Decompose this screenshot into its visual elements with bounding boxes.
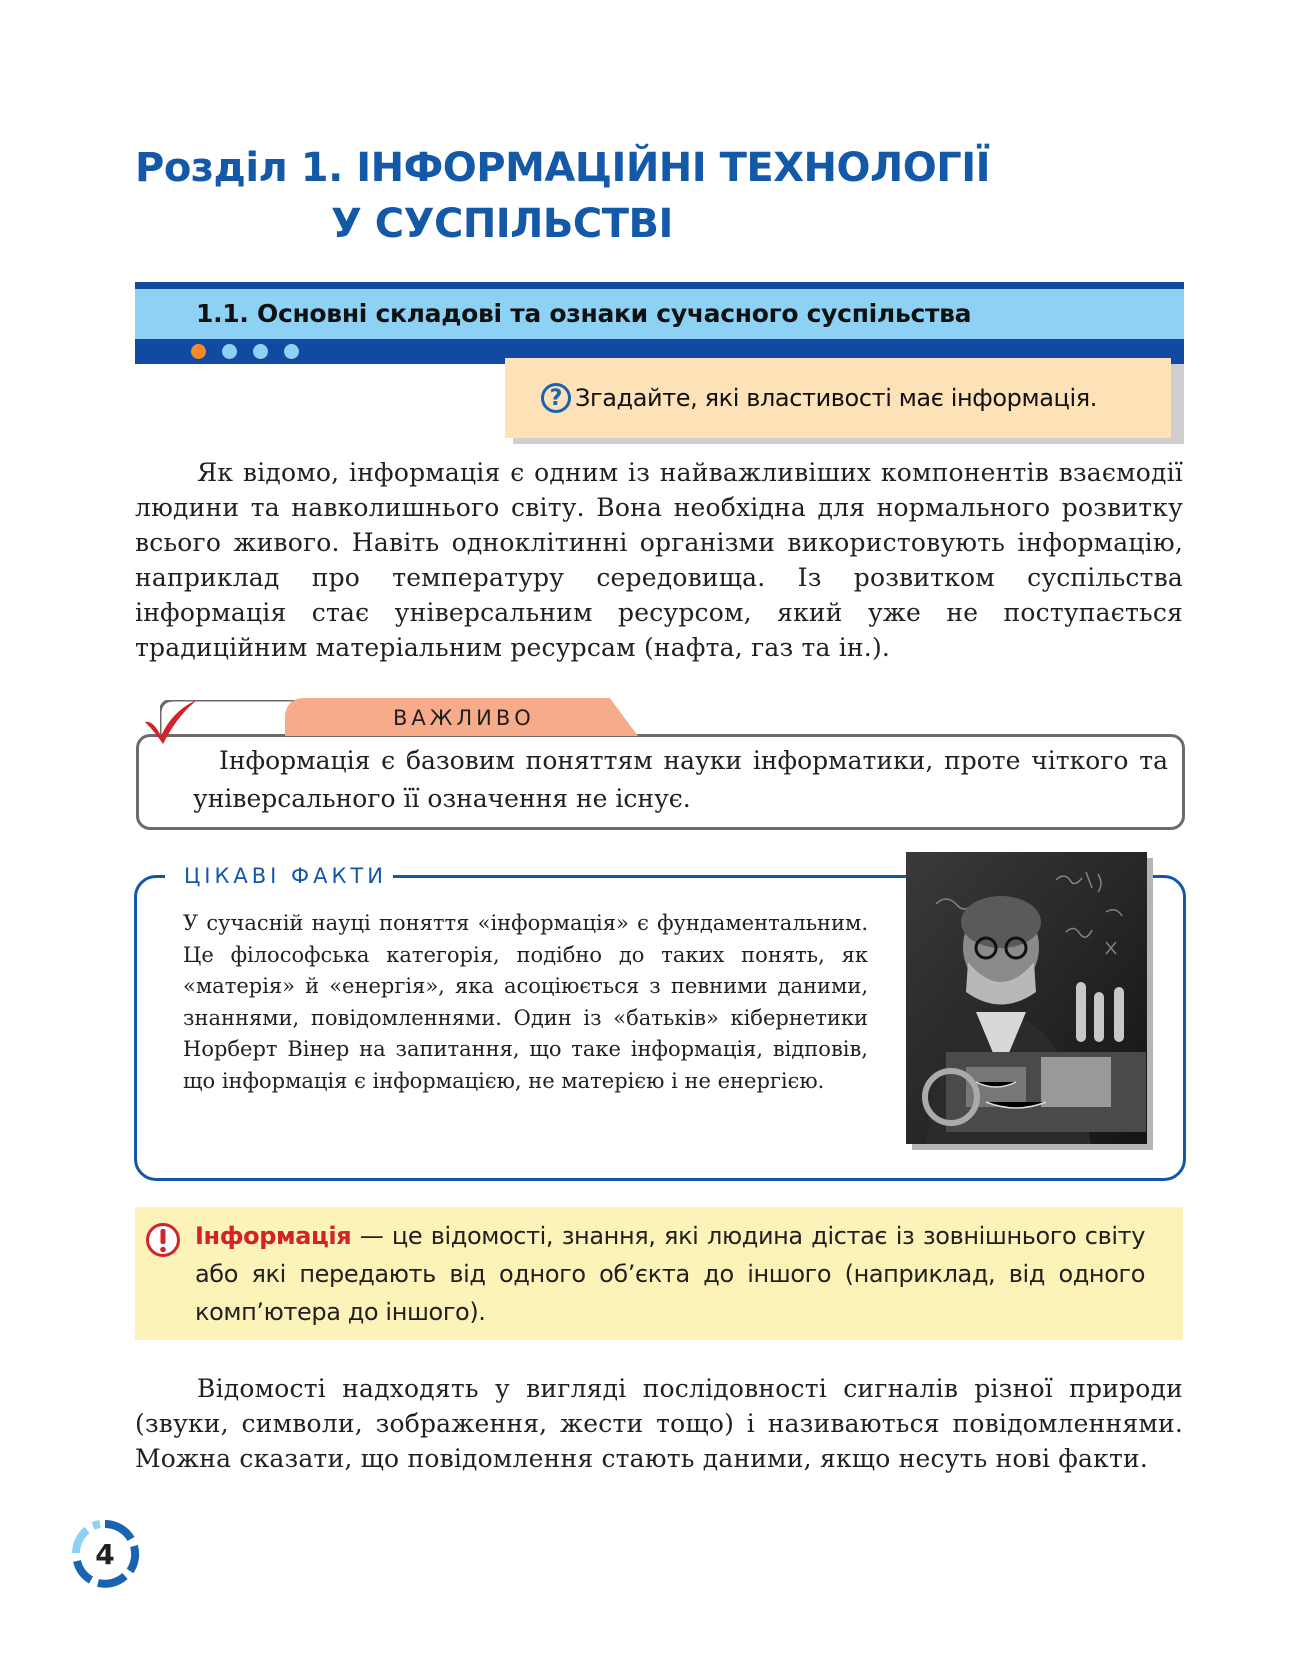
chapter-title	[135, 140, 1185, 252]
progress-dot	[222, 344, 237, 359]
paragraph-messages: Відомості надходять у вигляді послідовності сигналів різної природи (звуки, символи, зображення, жести тощо) і називаються повідомленнями. Можна сказати, що повідомлення стають даними, якщо несуть нові факти.	[135, 1374, 1183, 1473]
important-label: ВАЖЛИВО	[393, 706, 535, 730]
recall-box	[505, 358, 1171, 438]
chapter-title-line2: У СУСПІЛЬСТВІ	[331, 201, 673, 247]
page-number: 4	[95, 1537, 115, 1571]
section-banner-top-stripe	[135, 282, 1184, 289]
progress-dot	[284, 344, 299, 359]
checkmark-icon	[143, 698, 199, 746]
definition-term: Інформація	[195, 1222, 352, 1250]
facts-label: ЦІКАВІ ФАКТИ	[184, 864, 387, 888]
exclamation-icon	[145, 1222, 181, 1258]
question-icon: ?	[541, 383, 571, 413]
recall-text: Згадайте, які властивості має інформація.	[575, 384, 1097, 412]
facts-label-line	[393, 875, 913, 878]
definition-body: — це відомості, знання, які людина дістає із зовнішнього світу або які передають від одного об’єкта до іншого (наприклад, від одного комп’ютера до іншого).	[195, 1222, 1145, 1326]
progress-dot	[253, 344, 268, 359]
portrait-photo	[906, 852, 1147, 1144]
paragraph-intro: Як відомо, інформація є одним із найважливіших компонентів взаємодії людини та навколишнього світу. Вона необхідна для нормального розвитку всього живого. Навіть одноклітинні організми використовують інформацію, наприклад про температуру середовища. Із розвитком суспільства інформація стає універсальним ресурсом, який уже не поступається традиційним матеріальним ресурсам (нафта, газ та ін.).	[135, 458, 1183, 662]
section-title: 1.1. Основні складові та ознаки сучасного суспільства	[196, 299, 972, 328]
definition-text	[195, 1217, 1145, 1331]
chapter-title-line1: Розділ 1. ІНФОРМАЦІЙНІ ТЕХНОЛОГІЇ	[135, 145, 991, 191]
important-text: Інформація є базовим поняттям науки інформатики, проте чіткого та універсального її означення не існує.	[193, 746, 1168, 813]
facts-text: У сучасній науці поняття «інформація» є фундаментальним. Це філософська категорія, подібно до таких понять, як «матерія» й «енергія», яка асоціюється з певними даними, знаннями, повідомленнями. Один із «батьків» кібернетики Норберт Вінер на запитання, що таке інформація, відповів, що інформація є інформацією, не матерією і не енергією.	[183, 911, 868, 1093]
progress-dot-active	[191, 344, 206, 359]
